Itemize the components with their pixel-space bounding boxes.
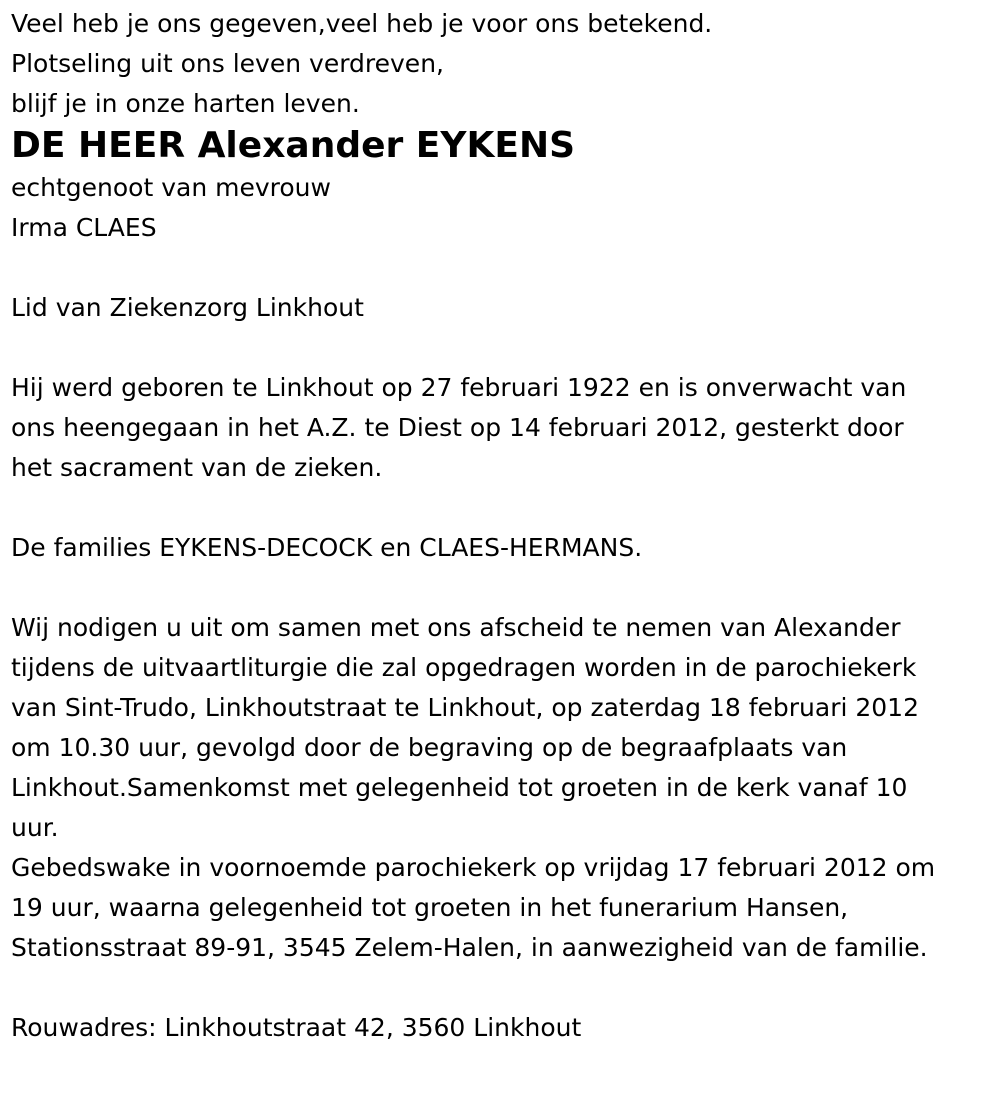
mourning-address: Rouwadres: Linkhoutstraat 42, 3560 Linkhout — [11, 1013, 582, 1042]
paragraph-line: Wij nodigen u uit om samen met ons afscheid te nemen van Alexander — [11, 613, 901, 642]
spouse-line: echtgenoot van mevrouw — [11, 173, 331, 202]
paragraph-line: Linkhout.Samenkomst met gelegenheid tot groeten in de kerk vanaf 10 — [11, 773, 908, 802]
paragraph-line: het sacrament van de zieken. — [11, 453, 383, 482]
invitation-paragraph — [11, 608, 991, 848]
obituary-document — [11, 4, 991, 1048]
spouse-name: Irma CLAES — [11, 213, 157, 242]
spouse-info — [11, 168, 991, 248]
families: De families EYKENS-DECOCK en CLAES-HERMANS. — [11, 533, 643, 562]
paragraph-line: ons heengegaan in het A.Z. te Diest op 14 februari 2012, gesterkt door — [11, 413, 904, 442]
membership: Lid van Ziekenzorg Linkhout — [11, 293, 364, 322]
birth-death-paragraph — [11, 368, 991, 488]
poem-line: Veel heb je ons gegeven,veel heb je voor ons betekend. — [11, 9, 713, 38]
paragraph-line: Hij werd geboren te Linkhout op 27 februari 1922 en is onverwacht van — [11, 373, 907, 402]
paragraph-line: Stationsstraat 89-91, 3545 Zelem-Halen, in aanwezigheid van de familie. — [11, 933, 928, 962]
paragraph-line: Gebedswake in voornoemde parochiekerk op vrijdag 17 februari 2012 om — [11, 853, 936, 882]
paragraph-line: uur. — [11, 813, 59, 842]
poem-line: blijf je in onze harten leven. — [11, 89, 360, 118]
paragraph-line: van Sint-Trudo, Linkhoutstraat te Linkhout, op zaterdag 18 februari 2012 — [11, 693, 919, 722]
poem — [11, 4, 991, 124]
poem-line: Plotseling uit ons leven verdreven, — [11, 49, 444, 78]
paragraph-line: 19 uur, waarna gelegenheid tot groeten in het funerarium Hansen, — [11, 893, 849, 922]
deceased-name: DE HEER Alexander EYKENS — [11, 125, 576, 166]
paragraph-line: om 10.30 uur, gevolgd door de begraving op de begraafplaats van — [11, 733, 848, 762]
wake-paragraph — [11, 848, 991, 968]
paragraph-line: tijdens de uitvaartliturgie die zal opgedragen worden in de parochiekerk — [11, 653, 917, 682]
